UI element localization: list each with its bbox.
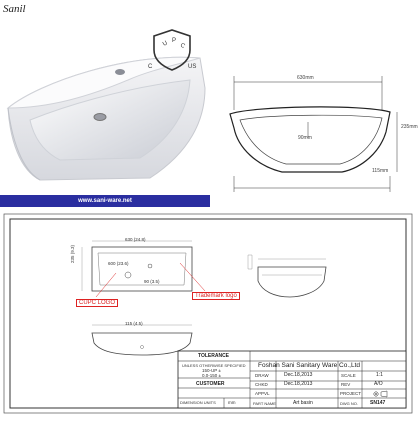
- dimension-units-label: DIMENSION UNITS: [180, 400, 216, 405]
- brand-logo: [3, 3, 26, 15]
- row-chkd-value: Dec.18,2013: [284, 381, 313, 387]
- projection-symbol-icon: [372, 391, 388, 397]
- row-draw-label: DRAW: [255, 373, 269, 378]
- tolerance-2: 0.0-150 ±: [202, 373, 221, 378]
- svg-text:P: P: [172, 38, 177, 44]
- row-dwgno-label: DWG NO.: [340, 401, 358, 406]
- dim-width: 630mm: [297, 75, 314, 81]
- tiny-dim-2: 600 (23.6): [108, 261, 129, 266]
- svg-text:U: U: [162, 40, 169, 48]
- svg-text:C: C: [179, 42, 186, 50]
- row-partname-value: Art basin: [293, 400, 313, 406]
- tolerance-heading: TOLERANCE: [198, 353, 230, 359]
- dimension-units-value: mm: [228, 400, 236, 405]
- row-appvl-label: APPVL: [255, 391, 270, 396]
- website-bar: [0, 195, 210, 207]
- brand-logo-text: Sanil: [3, 3, 26, 15]
- row-partname-label: PART NAME: [253, 401, 276, 406]
- customer-label: CUSTOMER: [196, 381, 225, 387]
- company-name: Foshan Sani Sanitary Ware Co.,Ltd: [258, 362, 361, 369]
- website-link[interactable]: www.sani-ware.net: [78, 198, 132, 204]
- technical-drawing-sheet: [0, 211, 416, 416]
- trademark-logo-label: Trademark logo: [192, 292, 240, 300]
- dim-inner: 90mm: [298, 135, 312, 141]
- tiny-dim-4: 235 (9.3): [70, 244, 75, 263]
- cupc-cert-mark: [148, 28, 197, 72]
- dim-depth: 235mm: [401, 124, 418, 130]
- cupc-logo-label: CUPC LOGO: [76, 299, 118, 307]
- tiny-dim-3: 90 (3.5): [144, 279, 160, 284]
- tolerance-1: 150-UP ±: [202, 368, 221, 373]
- tolerance-note: UNLESS OTHERWISE SPECIFIED: [182, 363, 246, 368]
- row-draw-value: Dec.18,2013: [284, 372, 313, 378]
- dimension-sketch: [212, 40, 416, 200]
- row-rev-label: REV: [341, 382, 351, 387]
- cert-left-letter: C: [148, 64, 153, 70]
- tiny-dim-5: 115 (4.5): [125, 321, 143, 326]
- row-chkd-label: CHKD: [255, 382, 268, 387]
- sink-outline-drawing: [212, 40, 416, 200]
- tiny-dim-1: 630 (24.8): [125, 237, 146, 242]
- row-dwgno-value: SN147: [370, 400, 386, 406]
- row-scale-label: SCALE: [341, 373, 356, 378]
- row-scale-value: 1:1: [376, 372, 383, 378]
- row-project-label: PROJECT: [340, 391, 362, 396]
- cert-right-letter: US: [188, 64, 197, 70]
- row-rev-value: A/O: [374, 381, 383, 387]
- dim-height: 115mm: [372, 168, 389, 174]
